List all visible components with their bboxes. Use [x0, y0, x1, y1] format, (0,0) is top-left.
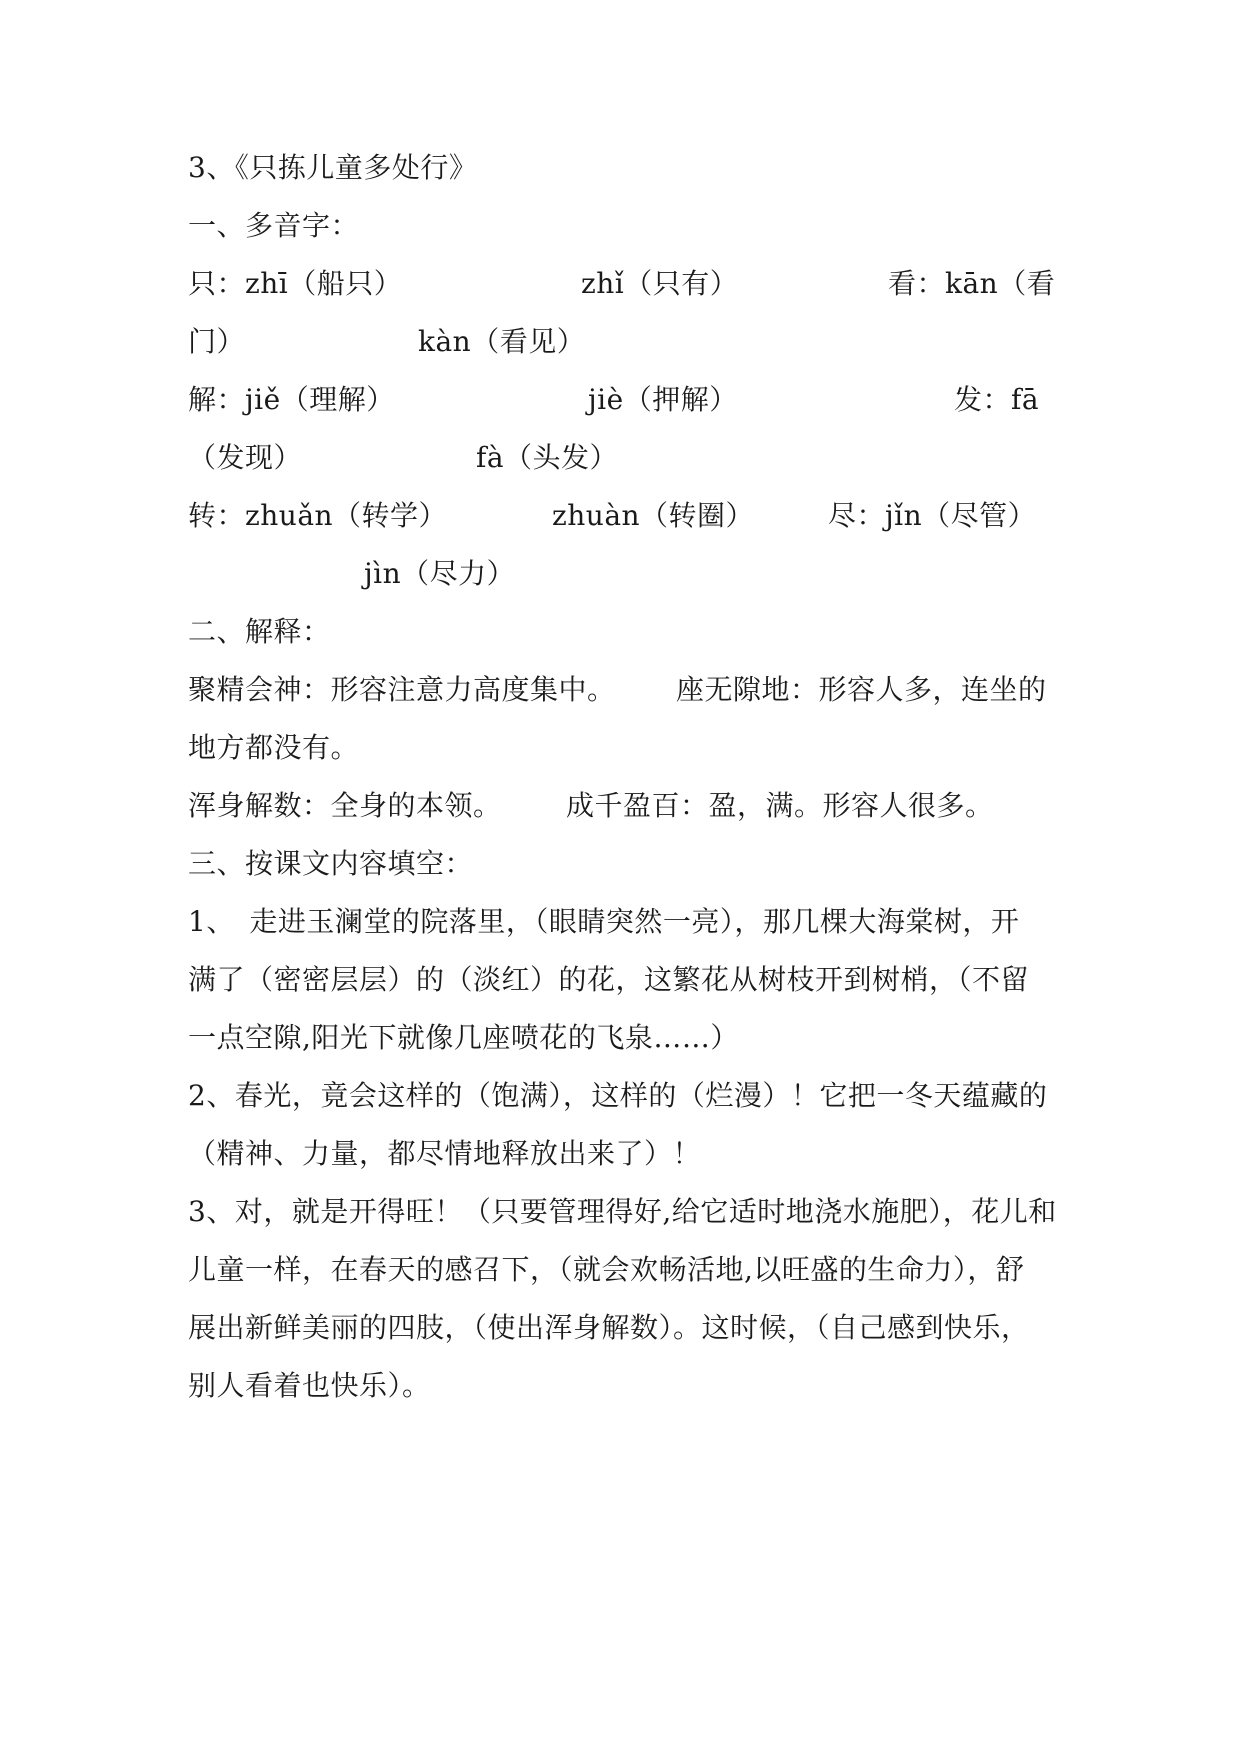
polyphone-fa-1: 发：fā — [954, 383, 1040, 416]
polyphone-kan-1-cont: 门） — [188, 325, 246, 358]
definition-chengqianyingbai: 成千盈百：盈，满。形容人很多。 — [566, 789, 994, 822]
polyphone-jin-1: 尽：jǐn（尽管） — [828, 499, 1037, 532]
section-heading-definitions: 二、解释： — [188, 615, 331, 648]
fill-paragraph-3-line-3: 展出新鲜美丽的四肢，（使出浑身解数）。这时候，（自己感到快乐， — [188, 1311, 1030, 1344]
section-heading-polyphones: 一、多音字： — [188, 209, 360, 242]
fill-paragraph-3-line-2: 儿童一样，在春天的感召下，（就会欢畅活地,以旺盛的生命力），舒 — [188, 1253, 1025, 1286]
fill-paragraph-1-line-1: 1、 走进玉澜堂的院落里，（眼睛突然一亮），那几棵大海棠树，开 — [188, 905, 1020, 938]
polyphone-zhuan-1: 转：zhuǎn（转学） — [188, 499, 448, 532]
definition-jujinghuishen: 聚精会神：形容注意力高度集中。 — [188, 673, 616, 706]
fill-paragraph-2-line-1: 2、春光，竟会这样的（饱满），这样的（烂漫）！它把一冬天蕴藏的 — [188, 1079, 1048, 1112]
polyphone-zhi-1: 只：zhī（船只） — [188, 267, 403, 300]
polyphone-zhi-2: zhǐ（只有） — [581, 267, 739, 300]
polyphone-kan-1: 看：kān（看 — [888, 267, 1056, 300]
polyphone-jie-1: 解：jiě（理解） — [188, 383, 395, 416]
definition-hunshenjieshu: 浑身解数：全身的本领。 — [188, 789, 502, 822]
polyphone-kan-2: kàn（看见） — [418, 325, 586, 358]
definition-zuowuxidi-cont: 地方都没有。 — [188, 731, 360, 764]
definition-zuowuxidi: 座无隙地：形容人多，连坐的 — [676, 673, 1047, 706]
page-title: 3、《只拣儿童多处行》 — [188, 151, 478, 184]
polyphone-fa-2: fà（头发） — [476, 441, 619, 474]
fill-paragraph-2-line-2: （精神、力量，都尽情地释放出来了）！ — [188, 1137, 702, 1170]
polyphone-zhuan-2: zhuàn（转圈） — [552, 499, 755, 532]
polyphone-jin-2: jìn（尽力） — [364, 557, 516, 590]
fill-paragraph-3-line-1: 3、对，就是开得旺！（只要管理得好,给它适时地浇水施肥），花儿和 — [188, 1195, 1057, 1228]
polyphone-jie-2: jiè（押解） — [588, 383, 738, 416]
fill-paragraph-1-line-2: 满了（密密层层）的（淡红）的花，这繁花从树枝开到树梢，（不留 — [188, 963, 1030, 996]
fill-paragraph-3-line-4: 别人看着也快乐）。 — [188, 1369, 431, 1402]
polyphone-fa-1-cont: （发现） — [188, 441, 303, 474]
fill-paragraph-1-line-3: 一点空隙,阳光下就像几座喷花的飞泉……） — [188, 1021, 739, 1054]
section-heading-fill-blanks: 三、按课文内容填空： — [188, 847, 474, 880]
